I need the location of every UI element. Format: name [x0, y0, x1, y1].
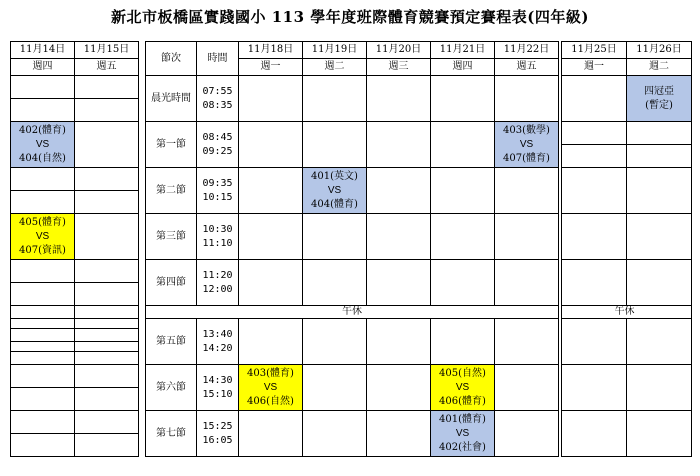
- period-name: 第五節: [146, 319, 197, 365]
- empty-cell: [367, 122, 431, 168]
- match-cell: 401(英文) VS 404(體育): [303, 168, 367, 214]
- period-time: 08:45 09:25: [197, 122, 239, 168]
- empty-cell: [75, 283, 139, 306]
- empty-cell: [75, 434, 139, 457]
- date-header: 11月26日: [627, 42, 692, 59]
- empty-cell: [239, 122, 303, 168]
- empty-cell: [239, 76, 303, 122]
- empty-cell: [495, 365, 559, 411]
- empty-cell: [627, 319, 692, 365]
- empty-cell: [11, 191, 75, 214]
- date-header: 11月21日: [431, 42, 495, 59]
- empty-cell: [11, 283, 75, 306]
- match-cell: 403(體育) VS 406(自然): [239, 365, 303, 411]
- period-time: 11:20 12:00: [197, 260, 239, 306]
- empty-cell: [562, 76, 627, 122]
- match-cell: 403(數學) VS 407(體育): [495, 122, 559, 168]
- empty-cell: [627, 260, 692, 306]
- period-name: 晨光時間: [146, 76, 197, 122]
- weekday-header: 週二: [303, 59, 367, 76]
- period-time: 07:55 08:35: [197, 76, 239, 122]
- period-name: 第七節: [146, 411, 197, 457]
- weekday-header: 週二: [627, 59, 692, 76]
- period-time: 09:35 10:15: [197, 168, 239, 214]
- empty-cell: [75, 342, 139, 365]
- empty-cell: [367, 411, 431, 457]
- weekday-header: 週四: [11, 59, 75, 76]
- empty-cell: [367, 365, 431, 411]
- empty-cell: [11, 76, 75, 99]
- period-time: 10:30 11:10: [197, 214, 239, 260]
- date-header: 11月14日: [11, 42, 75, 59]
- empty-cell: [75, 214, 139, 260]
- empty-cell: [239, 168, 303, 214]
- period-time: 13:40 14:20: [197, 319, 239, 365]
- empty-cell: [495, 319, 559, 365]
- period-name: 第二節: [146, 168, 197, 214]
- empty-cell: [303, 214, 367, 260]
- page-title: 新北市板橋區實踐國小 113 學年度班際體育競賽預定賽程表(四年級): [111, 8, 589, 26]
- empty-cell: [303, 122, 367, 168]
- empty-cell: [562, 319, 627, 365]
- empty-cell: [367, 76, 431, 122]
- empty-cell: [11, 99, 75, 122]
- empty-cell: [562, 260, 627, 306]
- empty-cell: [239, 319, 303, 365]
- weekday-header: 週一: [239, 59, 303, 76]
- period-name: 第四節: [146, 260, 197, 306]
- empty-cell: [239, 214, 303, 260]
- empty-cell: [11, 434, 75, 457]
- empty-cell: [75, 76, 139, 99]
- empty-cell: [11, 411, 75, 434]
- empty-cell: [367, 319, 431, 365]
- empty-cell: [431, 214, 495, 260]
- main-schedule-table: [145, 41, 559, 457]
- empty-cell: [11, 342, 75, 365]
- empty-cell: [495, 214, 559, 260]
- empty-cell: [562, 145, 627, 168]
- empty-cell: [11, 260, 75, 283]
- empty-cell: [303, 411, 367, 457]
- date-header: 11月15日: [75, 42, 139, 59]
- empty-cell: [75, 122, 139, 168]
- weekday-header: 週五: [75, 59, 139, 76]
- empty-cell: [303, 260, 367, 306]
- empty-cell: [627, 214, 692, 260]
- empty-cell: [11, 365, 75, 388]
- date-header: 11月25日: [562, 42, 627, 59]
- empty-cell: [495, 168, 559, 214]
- empty-cell: [627, 168, 692, 214]
- empty-cell: [562, 214, 627, 260]
- period-time: 14:30 15:10: [197, 365, 239, 411]
- weekday-header: 週四: [431, 59, 495, 76]
- empty-cell: [431, 319, 495, 365]
- weekday-header: 週三: [367, 59, 431, 76]
- empty-cell: [562, 122, 627, 145]
- date-header: 11月19日: [303, 42, 367, 59]
- empty-cell: [75, 191, 139, 214]
- empty-cell: [75, 319, 139, 342]
- empty-cell: [367, 168, 431, 214]
- empty-cell: [495, 411, 559, 457]
- empty-cell: [75, 260, 139, 283]
- weekday-header: 週五: [495, 59, 559, 76]
- empty-cell: [75, 99, 139, 122]
- period-column-header: 節次: [146, 42, 197, 76]
- empty-cell: [627, 365, 692, 411]
- match-cell: 401(體育) VS 402(社會): [431, 411, 495, 457]
- empty-cell: [75, 411, 139, 434]
- empty-cell: [303, 319, 367, 365]
- date-header: 11月18日: [239, 42, 303, 59]
- empty-cell: [431, 260, 495, 306]
- period-name: 第三節: [146, 214, 197, 260]
- empty-cell: [562, 365, 627, 411]
- empty-cell: [627, 145, 692, 168]
- empty-cell: [562, 168, 627, 214]
- period-name: 第一節: [146, 122, 197, 168]
- empty-cell: [495, 260, 559, 306]
- lunch-break-row: 午休: [146, 306, 559, 319]
- empty-cell: [431, 168, 495, 214]
- period-time: 15:25 16:05: [197, 411, 239, 457]
- empty-cell: [495, 76, 559, 122]
- empty-cell: [431, 76, 495, 122]
- empty-cell: [11, 319, 75, 342]
- empty-cell: [367, 260, 431, 306]
- date-header: 11月22日: [495, 42, 559, 59]
- empty-cell: [303, 365, 367, 411]
- empty-cell: [11, 388, 75, 411]
- weekday-header: 週一: [562, 59, 627, 76]
- empty-cell: [239, 411, 303, 457]
- empty-cell: [367, 214, 431, 260]
- match-cell: 402(體育) VS 404(自然): [11, 122, 75, 168]
- match-cell: 405(自然) VS 406(體育): [431, 365, 495, 411]
- time-column-header: 時間: [197, 42, 239, 76]
- empty-cell: [431, 122, 495, 168]
- final-match-cell: 四冠亞 (暫定): [627, 76, 692, 122]
- match-cell: 405(體育) VS 407(資訊): [11, 214, 75, 260]
- empty-cell: [562, 411, 627, 457]
- empty-cell: [75, 365, 139, 388]
- lunch-break-row: 午休: [562, 306, 692, 319]
- empty-cell: [11, 168, 75, 191]
- right-schedule-table: [561, 41, 692, 457]
- empty-cell: [239, 260, 303, 306]
- empty-cell: [627, 411, 692, 457]
- empty-cell: [627, 122, 692, 145]
- left-afternoon-table: [10, 318, 139, 457]
- empty-cell: [75, 388, 139, 411]
- empty-cell: [303, 76, 367, 122]
- left-schedule-table: [10, 41, 139, 352]
- date-header: 11月20日: [367, 42, 431, 59]
- period-name: 第六節: [146, 365, 197, 411]
- empty-cell: [75, 168, 139, 191]
